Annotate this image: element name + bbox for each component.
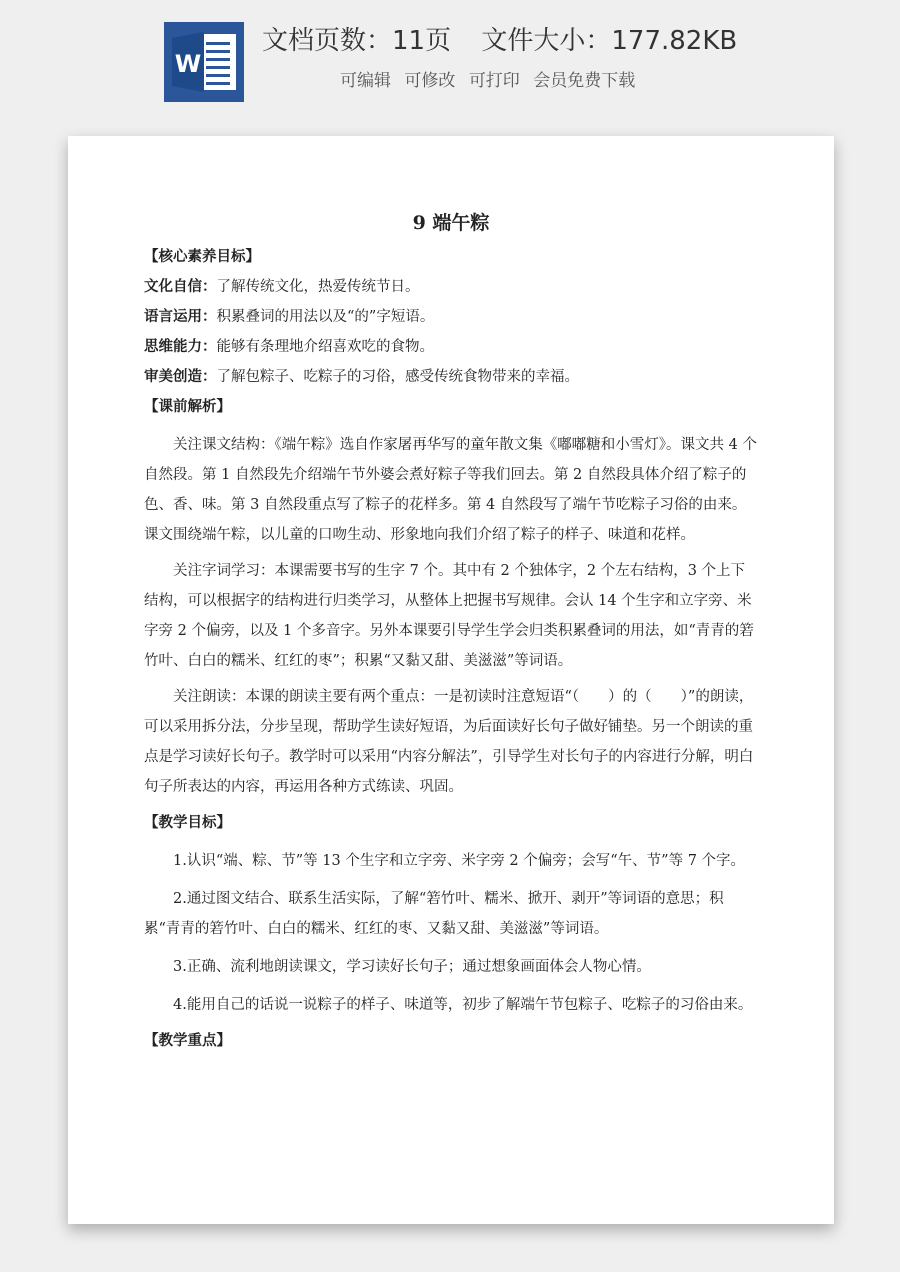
tag-free-download: 会员免费下载 bbox=[533, 71, 636, 91]
analysis-paragraph: 关注课文结构：《端午粽》选自作家屠再华写的童年散文集《嘟嘟糖和小雪灯》。课文共 4 个自然段。第 1 自然段先介绍端午节外婆会煮好粽子等我们回去。第 2 自然段具体介绍了粽子的色、香、味。第 3 自然段重点写了粽子的花样多。第 4 自然段写了端午节吃粽子习俗的由来。课文围绕端午粽，以儿童的口吻生动、形象地向我们介绍了粽子的样子、味道和花样。 bbox=[144, 437, 757, 543]
teaching-goal-item: 3.正确、流利地朗读课文，学习读好长句子；通过想象画面体会人物心情。 bbox=[173, 959, 651, 975]
document-content bbox=[144, 208, 758, 1056]
goal-label: 文化自信： bbox=[144, 278, 217, 295]
analysis-paragraph: 关注朗读：本课的朗读主要有两个重点：一是初读时注意短语“（ ）的（ ）”的朗读，可以采用拆分法，分步呈现，帮助学生读好短语，为后面读好长句子做好铺垫。另一个朗读的重点是学习读好长句子。教学时可以采用“内容分解法”，引导学生对长句子的内容进行分解，明白句子所表达的内容，再运用各种方式练读、巩固。 bbox=[144, 689, 754, 795]
goal-text: 能够有条理地介绍喜欢吃的食物。 bbox=[216, 339, 434, 355]
analysis-paragraph: 关注字词学习：本课需要书写的生字 7 个。其中有 2 个独体字，2 个左右结构，3 个上下结构，可以根据字的结构进行归类学习，从整体上把握书写规律。会认 14 个生字和立字旁、米字旁 2 个偏旁，以及 1 个多音字。另外本课要引导学生学会归类积累叠词的用法，如“青青的箬竹叶、白白的糯米、红红的枣”；积累“又黏又甜、美滋滋”等词语。 bbox=[144, 563, 754, 669]
tag-printable: 可打印 bbox=[468, 71, 520, 91]
word-icon bbox=[164, 22, 244, 102]
goal-label: 语言运用： bbox=[144, 308, 217, 325]
teaching-goal-item: 2.通过图文结合、联系生活实际，了解“箬竹叶、糯米、掀开、剥开”等词语的意思；积累“青青的箬竹叶、白白的糯米、红红的枣、又黏又甜、美滋滋”等词语。 bbox=[144, 891, 724, 937]
page-title: 9 端午粽 bbox=[412, 212, 490, 234]
header-banner bbox=[0, 0, 900, 120]
goal-text: 积累叠词的用法以及“的”字短语。 bbox=[216, 309, 435, 325]
teaching-goal-item: 1.认识“端、粽、节”等 13 个生字和立字旁、米字旁 2 个偏旁；会写“午、节”等 7 个字。 bbox=[173, 853, 746, 869]
svg-text:W: W bbox=[174, 50, 202, 78]
page-count: 文档页数：11页 bbox=[262, 26, 452, 56]
section-heading-teaching-goals: 【教学目标】 bbox=[144, 814, 231, 831]
goal-text: 了解包粽子、吃粽子的习俗，感受传统食物带来的幸福。 bbox=[216, 369, 579, 385]
goal-line bbox=[144, 332, 758, 362]
tag-editable: 可编辑 bbox=[340, 71, 391, 91]
teaching-goal-item: 4.能用自己的话说一说粽子的样子、味道等，初步了解端午节包粽子、吃粽子的习俗由来。 bbox=[173, 997, 753, 1013]
section-heading-analysis: 【课前解析】 bbox=[144, 398, 231, 415]
file-meta bbox=[262, 20, 759, 57]
goal-line bbox=[144, 302, 758, 332]
goal-label: 思维能力： bbox=[144, 338, 217, 355]
document-page bbox=[68, 136, 834, 1224]
tag-modifiable: 可修改 bbox=[404, 71, 456, 91]
goal-line bbox=[144, 272, 758, 302]
section-heading-teaching-focus: 【教学重点】 bbox=[144, 1032, 231, 1049]
file-size: 文件大小：177.82KB bbox=[481, 26, 738, 56]
goal-text: 了解传统文化，热爱传统节日。 bbox=[216, 279, 420, 295]
feature-tags bbox=[340, 66, 643, 91]
section-heading-core-goals: 【核心素养目标】 bbox=[144, 248, 260, 265]
goal-label: 审美创造： bbox=[144, 368, 217, 385]
goal-line bbox=[144, 362, 758, 392]
